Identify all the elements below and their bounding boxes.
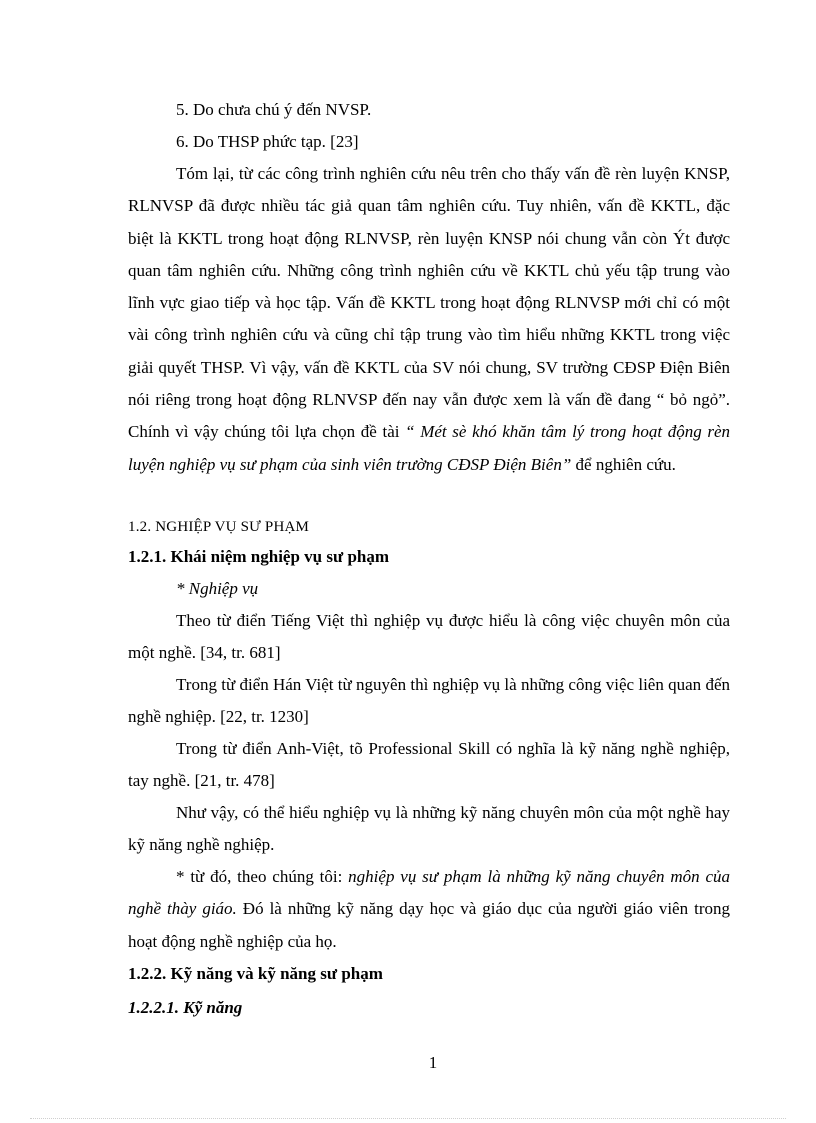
section-1-2-heading: [128, 515, 730, 539]
section-1-2-1-heading: [128, 541, 730, 573]
page-bottom-rule: [30, 1118, 786, 1119]
summary-text-after: để nghiên cứu.: [571, 454, 676, 474]
list-item-text: 6. Do THSP phức tạp. [23]: [176, 132, 359, 151]
paragraph-text: Theo từ điển Tiếng Việt thì nghiệp vụ được hiểu là công việc chuyên môn của một nghề. [34, tr. 681]: [128, 611, 730, 663]
section-1-2-2-heading: [128, 958, 730, 990]
page-number: 1: [428, 1053, 438, 1072]
list-item-5: [128, 94, 730, 126]
research-title: “ Mét sè khó khăn tâm lý trong hoạt động rèn luyện nghiệp vụ sư phạm của sinh viên trường CĐSP Điện Biên”: [128, 422, 730, 474]
paragraph-4: [128, 797, 730, 862]
nghiep-vu-subheading: [128, 573, 730, 605]
definition-text: [128, 861, 730, 958]
subheading-text: * Nghiệp vụ: [176, 579, 259, 598]
section-title: 1.2.2. Kỹ năng và kỹ năng sư phạm: [128, 964, 383, 983]
paragraph-text: Trong từ điển Hán Việt từ nguyên thì nghiệp vụ là những công việc liên quan đến nghề nghiệp. [22, tr. 1230]: [128, 675, 730, 727]
section-title: 1.2. NGHIỆP VỤ SƯ PHẠM: [128, 519, 310, 535]
paragraph-1: [128, 605, 730, 670]
definition-italic: nghiệp vụ sư phạm là những kỹ năng chuyên môn của nghề thày giáo.: [128, 867, 731, 919]
definition-rest: Đó là những kỹ năng dạy học và giáo dục của người giáo viên trong hoạt động nghề nghiệp của họ.: [128, 899, 730, 951]
list-item-text: 5. Do chưa chú ý đến NVSP.: [176, 100, 372, 119]
paragraph-text: Như vậy, có thể hiểu nghiệp vụ là những kỹ năng chuyên môn của một nghề hay kỹ năng nghề nghiệp.: [128, 803, 730, 855]
section-title: 1.2.1. Khái niệm nghiệp vụ sư phạm: [128, 547, 390, 566]
section-title: 1.2.2.1. Kỹ năng: [128, 998, 243, 1017]
summary-text: [128, 158, 730, 481]
list-item-6: [128, 126, 730, 158]
summary-paragraph: [128, 158, 730, 481]
paragraph-3: [128, 733, 730, 798]
section-1-2-2-1-heading: [128, 992, 730, 1024]
paragraph-2: [128, 669, 730, 734]
summary-text-before: Tóm lại, từ các công trình nghiên cứu nêu trên cho thấy vấn đề rèn luyện KNSP, RLNVSP đã được nhiều tác giả quan tâm nghiên cứu. Tuy nhiên, vấn đề KKTL, đặc biệt là KKTL trong hoạt động RLNVSP, rèn luyện KNSP nói chung vẫn còn Ýt được quan tâm nghiên cứu. Những công trình nghiên cứu về KKTL chủ yếu tập trung vào lĩnh vực giao tiếp và học tập. Vấn đề KKTL trong hoạt động RLNVSP mới chỉ có một vài công trình nghiên cứu và cũng chỉ tập trung vào tìm hiểu những KKTL trong việc giải quyết THSP. Vì vậy, vấn đề KKTL của SV nói chung, SV trường CĐSP Điện Biên nói riêng trong hoạt động RLNVSP đến nay vẫn được xem là vấn đề đang “ bỏ ngỏ”. Chính vì vậy chúng tôi lựa chọn đề tài: [128, 164, 730, 442]
paragraph-text: Trong từ điển Anh-Việt, tõ Professional Skill có nghĩa là kỹ năng nghề nghiệp, tay nghề. [21, tr. 478]: [128, 739, 730, 791]
definition-lead: * từ đó, theo chúng tôi:: [176, 867, 349, 886]
definition-paragraph: [128, 861, 730, 958]
